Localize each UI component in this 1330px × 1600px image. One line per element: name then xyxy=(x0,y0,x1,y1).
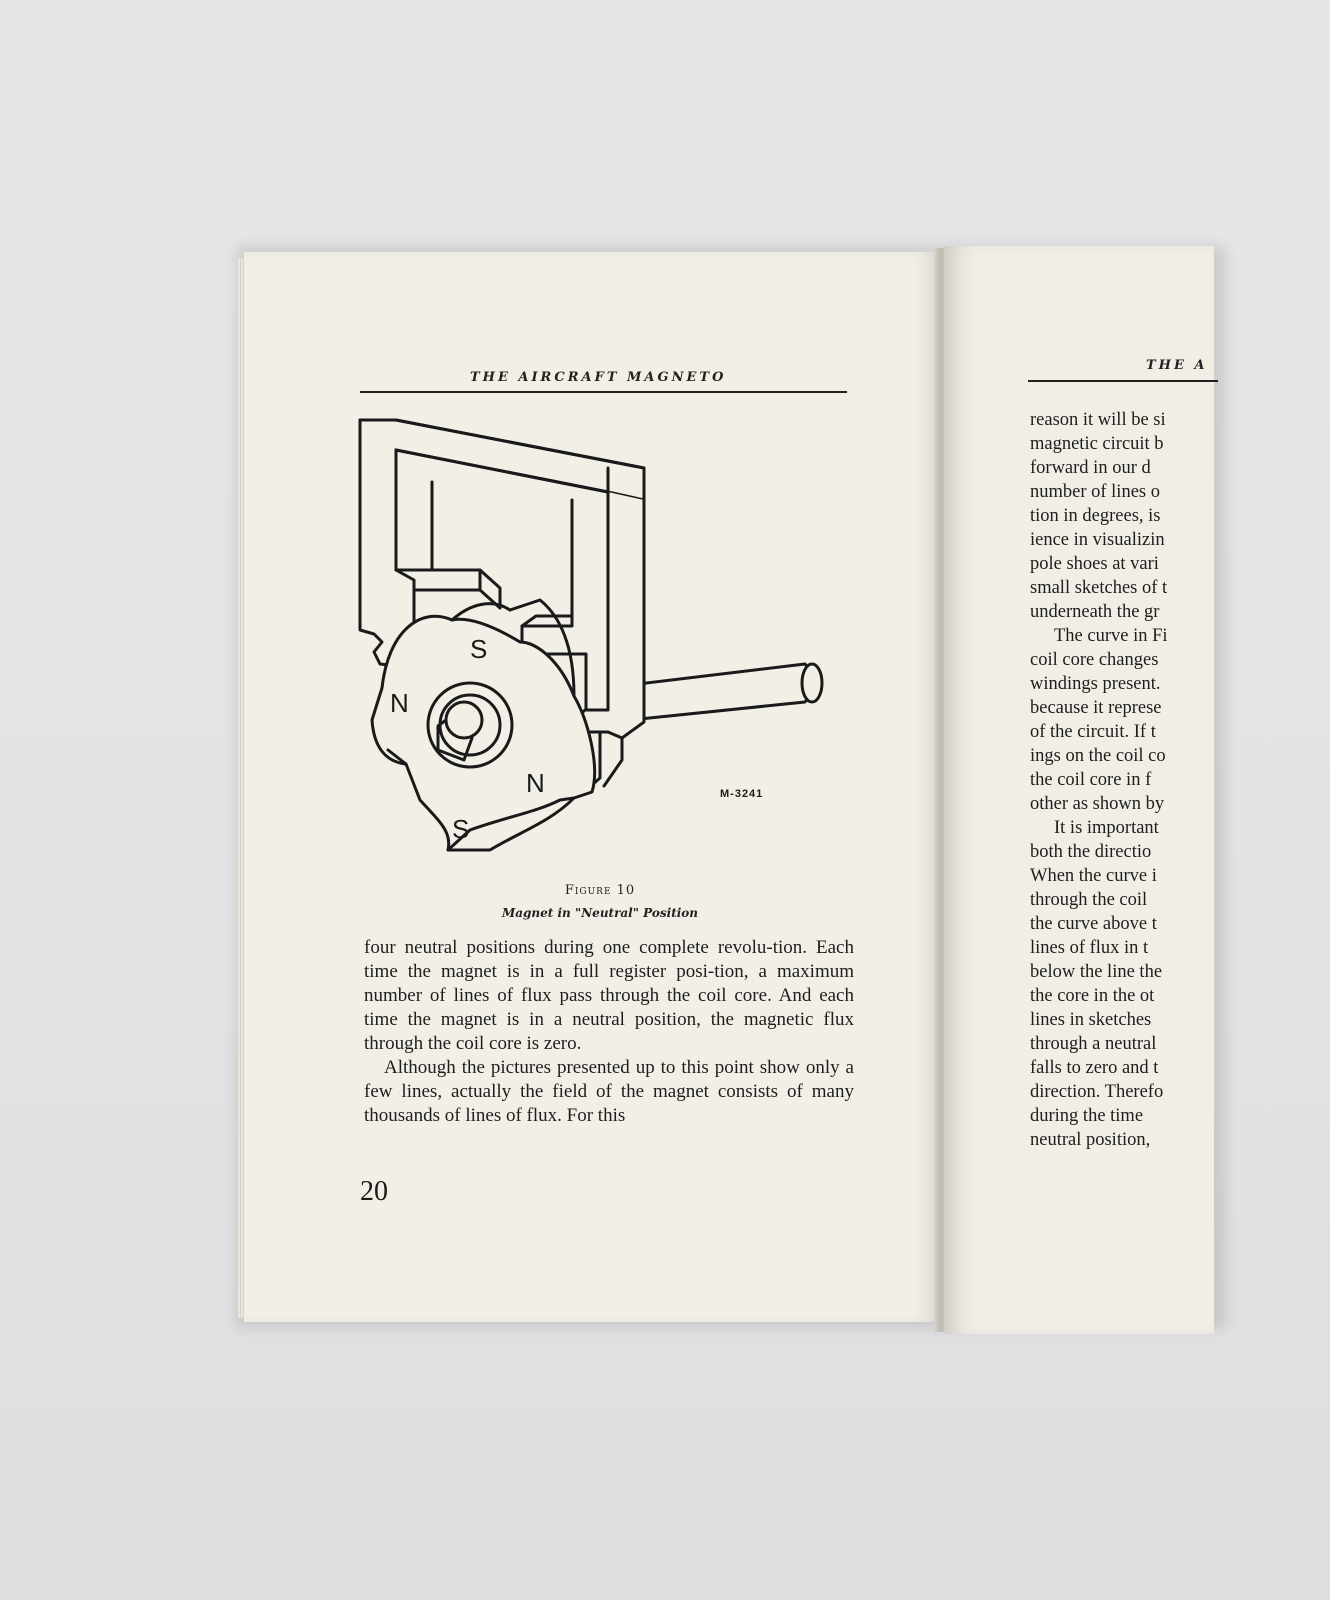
text-line: forward in our d xyxy=(1030,458,1151,478)
left-body-text xyxy=(364,936,854,1128)
text-line: the coil core in f xyxy=(1030,770,1152,790)
text-line: lines of flux in t xyxy=(1030,938,1149,958)
text-line: because it represe xyxy=(1030,698,1162,718)
text-line: direction. Therefo xyxy=(1030,1082,1164,1102)
text-line: pole shoes at vari xyxy=(1030,554,1159,574)
text-line: When the curve i xyxy=(1030,866,1157,886)
text-line: It is important xyxy=(1054,818,1159,838)
text-line: ience in visualizin xyxy=(1030,530,1165,550)
text-line: below the line the xyxy=(1030,962,1163,982)
right-running-head: THE A xyxy=(1146,358,1208,373)
text-line: windings present. xyxy=(1030,674,1161,694)
page-number: 20 xyxy=(360,1176,388,1207)
text-line: both the directio xyxy=(1030,842,1152,862)
text-line: tion in degrees, is xyxy=(1030,506,1161,526)
text-line: number of lines o xyxy=(1030,482,1160,502)
running-head: THE AIRCRAFT MAGNETO xyxy=(470,370,727,385)
figure-caption xyxy=(430,880,770,924)
paragraph: four neutral positions during one complete revolu-tion. Each time the magnet is in a full register posi-tion, a maximum number of lines of flux pass through the coil core. And each time the magnet is in a neutral position, the magnetic flux through the coil core is zero. xyxy=(364,937,854,1054)
header-rule xyxy=(360,391,847,393)
text-line: during the time xyxy=(1030,1106,1144,1126)
text-line: the core in the ot xyxy=(1030,986,1155,1006)
pole-label-n-left: N xyxy=(390,688,409,718)
figure-number: Figure 10 xyxy=(564,883,636,898)
paragraph: Although the pictures presented up to this point show only a few lines, actually the field of the magnet consists of many thousands of lines of flux. For this xyxy=(364,1057,854,1126)
pole-label-n-right: N xyxy=(526,768,545,798)
text-line: falls to zero and t xyxy=(1030,1058,1159,1078)
pole-label-s-top: S xyxy=(470,634,488,664)
magneto-figure xyxy=(360,420,820,870)
figure-code: M-3241 xyxy=(720,788,764,800)
text-line: underneath the gr xyxy=(1030,602,1160,622)
text-line: magnetic circuit b xyxy=(1030,434,1164,454)
text-line: of the circuit. If t xyxy=(1030,722,1156,742)
text-line: reason it will be si xyxy=(1030,410,1166,430)
text-line: other as shown by xyxy=(1030,794,1165,814)
text-line: small sketches of t xyxy=(1030,578,1168,598)
text-line: coil core changes xyxy=(1030,650,1159,670)
shaft xyxy=(630,664,820,720)
text-line: lines in sketches xyxy=(1030,1010,1152,1030)
text-line: through the coil xyxy=(1030,890,1148,910)
right-body-text xyxy=(1030,408,1330,1152)
text-line: neutral position, xyxy=(1030,1130,1151,1150)
text-line: ings on the coil co xyxy=(1030,746,1166,766)
right-header-rule xyxy=(1028,380,1218,382)
text-line: through a neutral xyxy=(1030,1034,1157,1054)
figure-title: Magnet in "Neutral" Position xyxy=(501,906,699,920)
pole-label-s-bottom: S xyxy=(452,814,470,844)
shaft-end xyxy=(802,664,822,702)
text-line: The curve in Fi xyxy=(1054,626,1168,646)
text-line: the curve above t xyxy=(1030,914,1157,934)
